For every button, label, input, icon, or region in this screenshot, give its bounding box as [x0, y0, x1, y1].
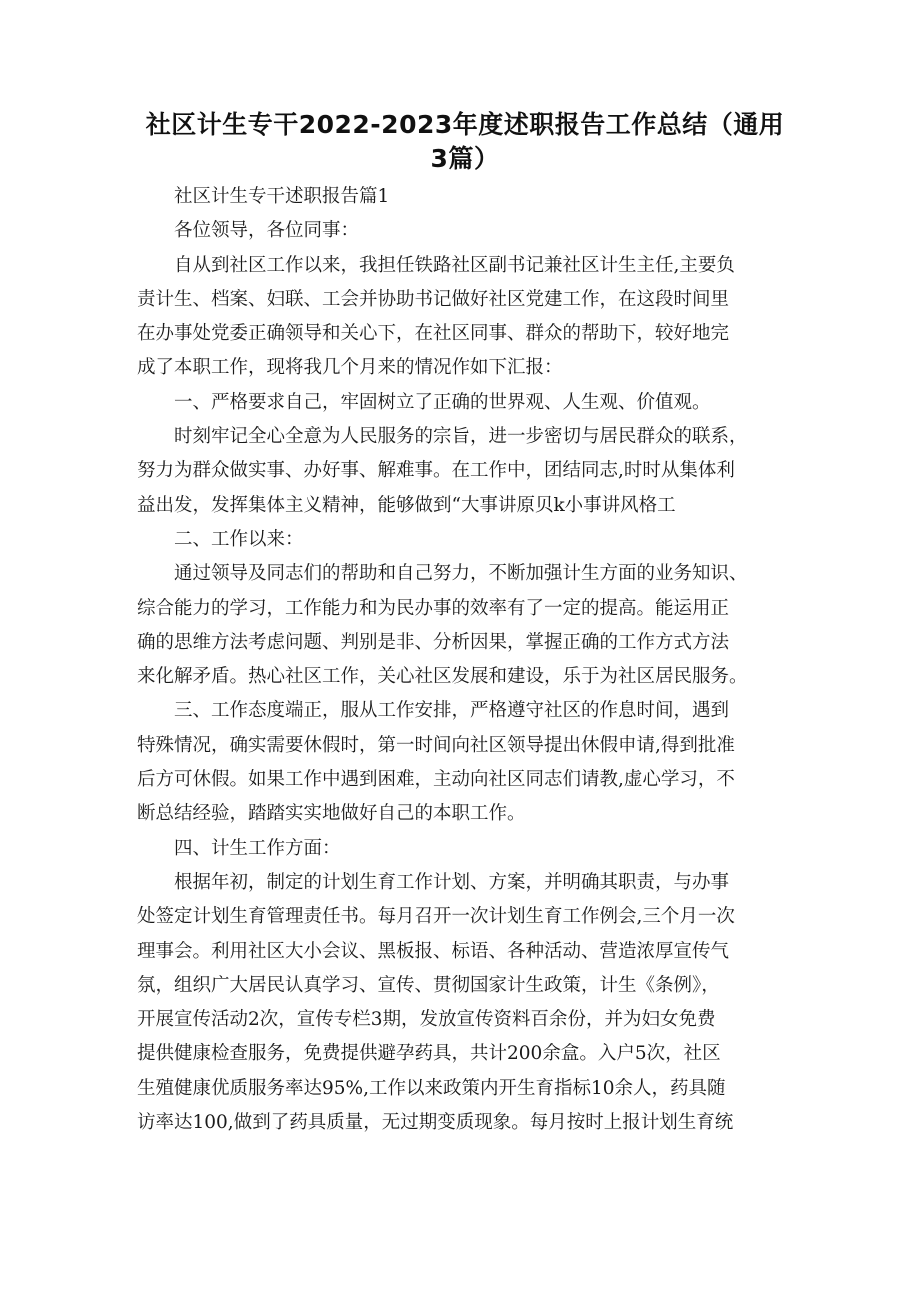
body-text-line: 访率达100,做到了药具质量，无过期变质现象。每月按时上报计划生育统 — [137, 1112, 734, 1134]
body-text-line: 后方可休假。如果工作中遇到困难，主动向社区同志们请教,虚心学习，不 — [137, 769, 735, 791]
body-text-line: 社区计生专干述职报告篇1 — [174, 186, 390, 207]
body-text-line: 氛，组织广大居民认真学习、宣传、贯彻国家计生政策，计生《条例》， — [137, 974, 720, 996]
body-text-line: 成了本职工作，现将我几个月来的情况作如下汇报： — [137, 357, 563, 379]
title-line-1: 社区计生专干2022-2023年度述职报告工作总结（通用 — [145, 110, 785, 139]
body-text-line: 在办事处党委正确领导和关心下，在社区同事、群众的帮助下，较好地完 — [137, 323, 730, 345]
body-text-line: 努力为群众做实事、办好事、解难事。在工作中，团结同志,时时从集体利 — [137, 460, 735, 482]
body-text-line: 处签定计划生育管理责任书。每月召开一次计划生育工作例会,三个月一次 — [137, 906, 735, 928]
body-text-line: 自从到社区工作以来，我担任铁路社区副书记兼社区计生主任,主要负 — [174, 254, 735, 276]
body-text-line: 根据年初，制定的计划生育工作计划、方案，并明确其职责，与办事 — [174, 871, 730, 893]
body-text-line: 特殊情况，确实需要休假时，第一时间向社区领导提出休假申请,得到批准 — [137, 734, 735, 756]
body-text-line: 提供健康检查服务，免费提供避孕药具，共计200余盒。入户5次，社区 — [137, 1043, 721, 1065]
document-body — [137, 180, 797, 1140]
document-title — [135, 108, 795, 176]
body-text-line: 各位领导，各位同事： — [174, 220, 360, 242]
body-text-line: 确的思维方法考虑问题、判别是非、分析因果，掌握正确的工作方式方法 — [137, 631, 730, 653]
body-text-line: 三、工作态度端正，服从工作安排，严格遵守社区的作息时间，遇到 — [174, 700, 730, 722]
body-text-line: 四、计生工作方面： — [174, 837, 341, 859]
body-text-line: 通过领导及同志们的帮助和自己努力，不断加强计生方面的业务知识、 — [174, 563, 748, 585]
body-text-line: 一、严格要求自己，牢固树立了正确的世界观、人生观、价值观。 — [174, 391, 711, 413]
body-text-line: 二、工作以来： — [174, 528, 304, 550]
body-text-line: 时刻牢记全心全意为人民服务的宗旨，进一步密切与居民群众的联系， — [174, 426, 748, 448]
body-text-line: 生殖健康优质服务率达95%,工作以来政策内开生育指标10余人，药具随 — [137, 1077, 726, 1099]
title-line-2: 3篇） — [430, 144, 500, 173]
body-text-line: 开展宣传活动2次，宣传专栏3期，发放宣传资料百余份，并为妇女免费 — [137, 1009, 716, 1031]
body-text-line: 益出发，发挥集体主义精神，能够做到“大事讲原贝k小事讲风格工 — [137, 494, 676, 516]
body-text-line: 综合能力的学习，工作能力和为民办事的效率有了一定的提高。能运用正 — [137, 597, 730, 619]
body-text-line: 来化解矛盾。热心社区工作，关心社区发展和建设，乐于为社区居民服务。 — [137, 666, 748, 688]
body-text-line: 断总结经验，踏踏实实地做好自己的本职工作。 — [137, 803, 526, 825]
body-text-line: 理事会。利用社区大小会议、黑板报、标语、各种活动、营造浓厚宣传气 — [137, 940, 730, 962]
body-text-line: 责计生、档案、妇联、工会并协助书记做好社区党建工作，在这段时间里 — [137, 288, 730, 310]
